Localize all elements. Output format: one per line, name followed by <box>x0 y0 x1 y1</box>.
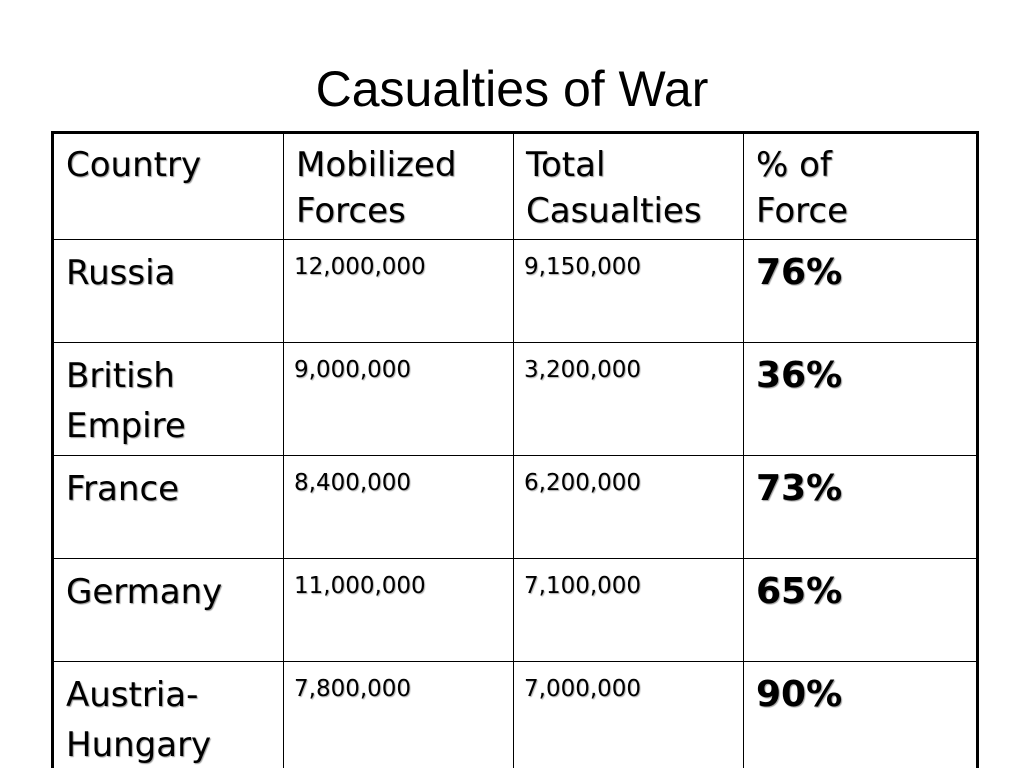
country-name-line1: Germany <box>66 572 223 612</box>
percent-value: 65% <box>756 571 843 612</box>
header-mobilized-line2: Forces <box>296 191 406 231</box>
table-row <box>53 662 978 768</box>
country-cell <box>53 559 284 662</box>
country-cell <box>53 240 284 343</box>
percent-cell <box>744 343 978 456</box>
header-total-casualties <box>514 133 744 240</box>
mobilized-cell: 12,000,000 <box>284 240 514 343</box>
header-percent-of-force <box>744 133 978 240</box>
country-name-line2: Empire <box>66 406 186 446</box>
country-cell <box>53 343 284 456</box>
percent-value: 76% <box>756 252 843 293</box>
country-name-line1: Russia <box>66 253 176 293</box>
percent-cell <box>744 456 978 559</box>
percent-value: 36% <box>756 355 843 396</box>
mobilized-cell: 9,000,000 <box>284 343 514 456</box>
country-name-line1: British <box>66 356 175 396</box>
casualties-cell: 7,100,000 <box>514 559 744 662</box>
casualties-table <box>51 131 979 768</box>
country-cell <box>53 456 284 559</box>
percent-value: 73% <box>756 468 843 509</box>
header-casualties-line1: Total <box>526 145 606 185</box>
header-percent-line1: % of <box>756 145 832 185</box>
casualties-cell: 9,150,000 <box>514 240 744 343</box>
country-name-line1: France <box>66 469 180 509</box>
header-mobilized-line1: Mobilized <box>296 145 457 185</box>
casualties-cell: 7,000,000 <box>514 662 744 768</box>
header-country <box>53 133 284 240</box>
country-cell <box>53 662 284 768</box>
header-casualties-line2: Casualties <box>526 191 702 231</box>
header-mobilized-forces <box>284 133 514 240</box>
percent-cell <box>744 662 978 768</box>
table-row <box>53 343 978 456</box>
country-name-line1: Austria- <box>66 675 199 715</box>
casualties-cell: 3,200,000 <box>514 343 744 456</box>
table-row <box>53 559 978 662</box>
percent-cell <box>744 240 978 343</box>
mobilized-cell: 11,000,000 <box>284 559 514 662</box>
table-row <box>53 240 978 343</box>
casualties-cell: 6,200,000 <box>514 456 744 559</box>
header-country-text: Country <box>66 145 202 185</box>
percent-value: 90% <box>756 674 843 715</box>
header-percent-line2: Force <box>756 191 848 231</box>
slide-title: Casualties of War <box>315 61 709 117</box>
table-header-row <box>53 133 978 240</box>
mobilized-cell: 7,800,000 <box>284 662 514 768</box>
percent-cell <box>744 559 978 662</box>
mobilized-cell: 8,400,000 <box>284 456 514 559</box>
table-row <box>53 456 978 559</box>
country-name-line2: Hungary <box>66 725 212 765</box>
